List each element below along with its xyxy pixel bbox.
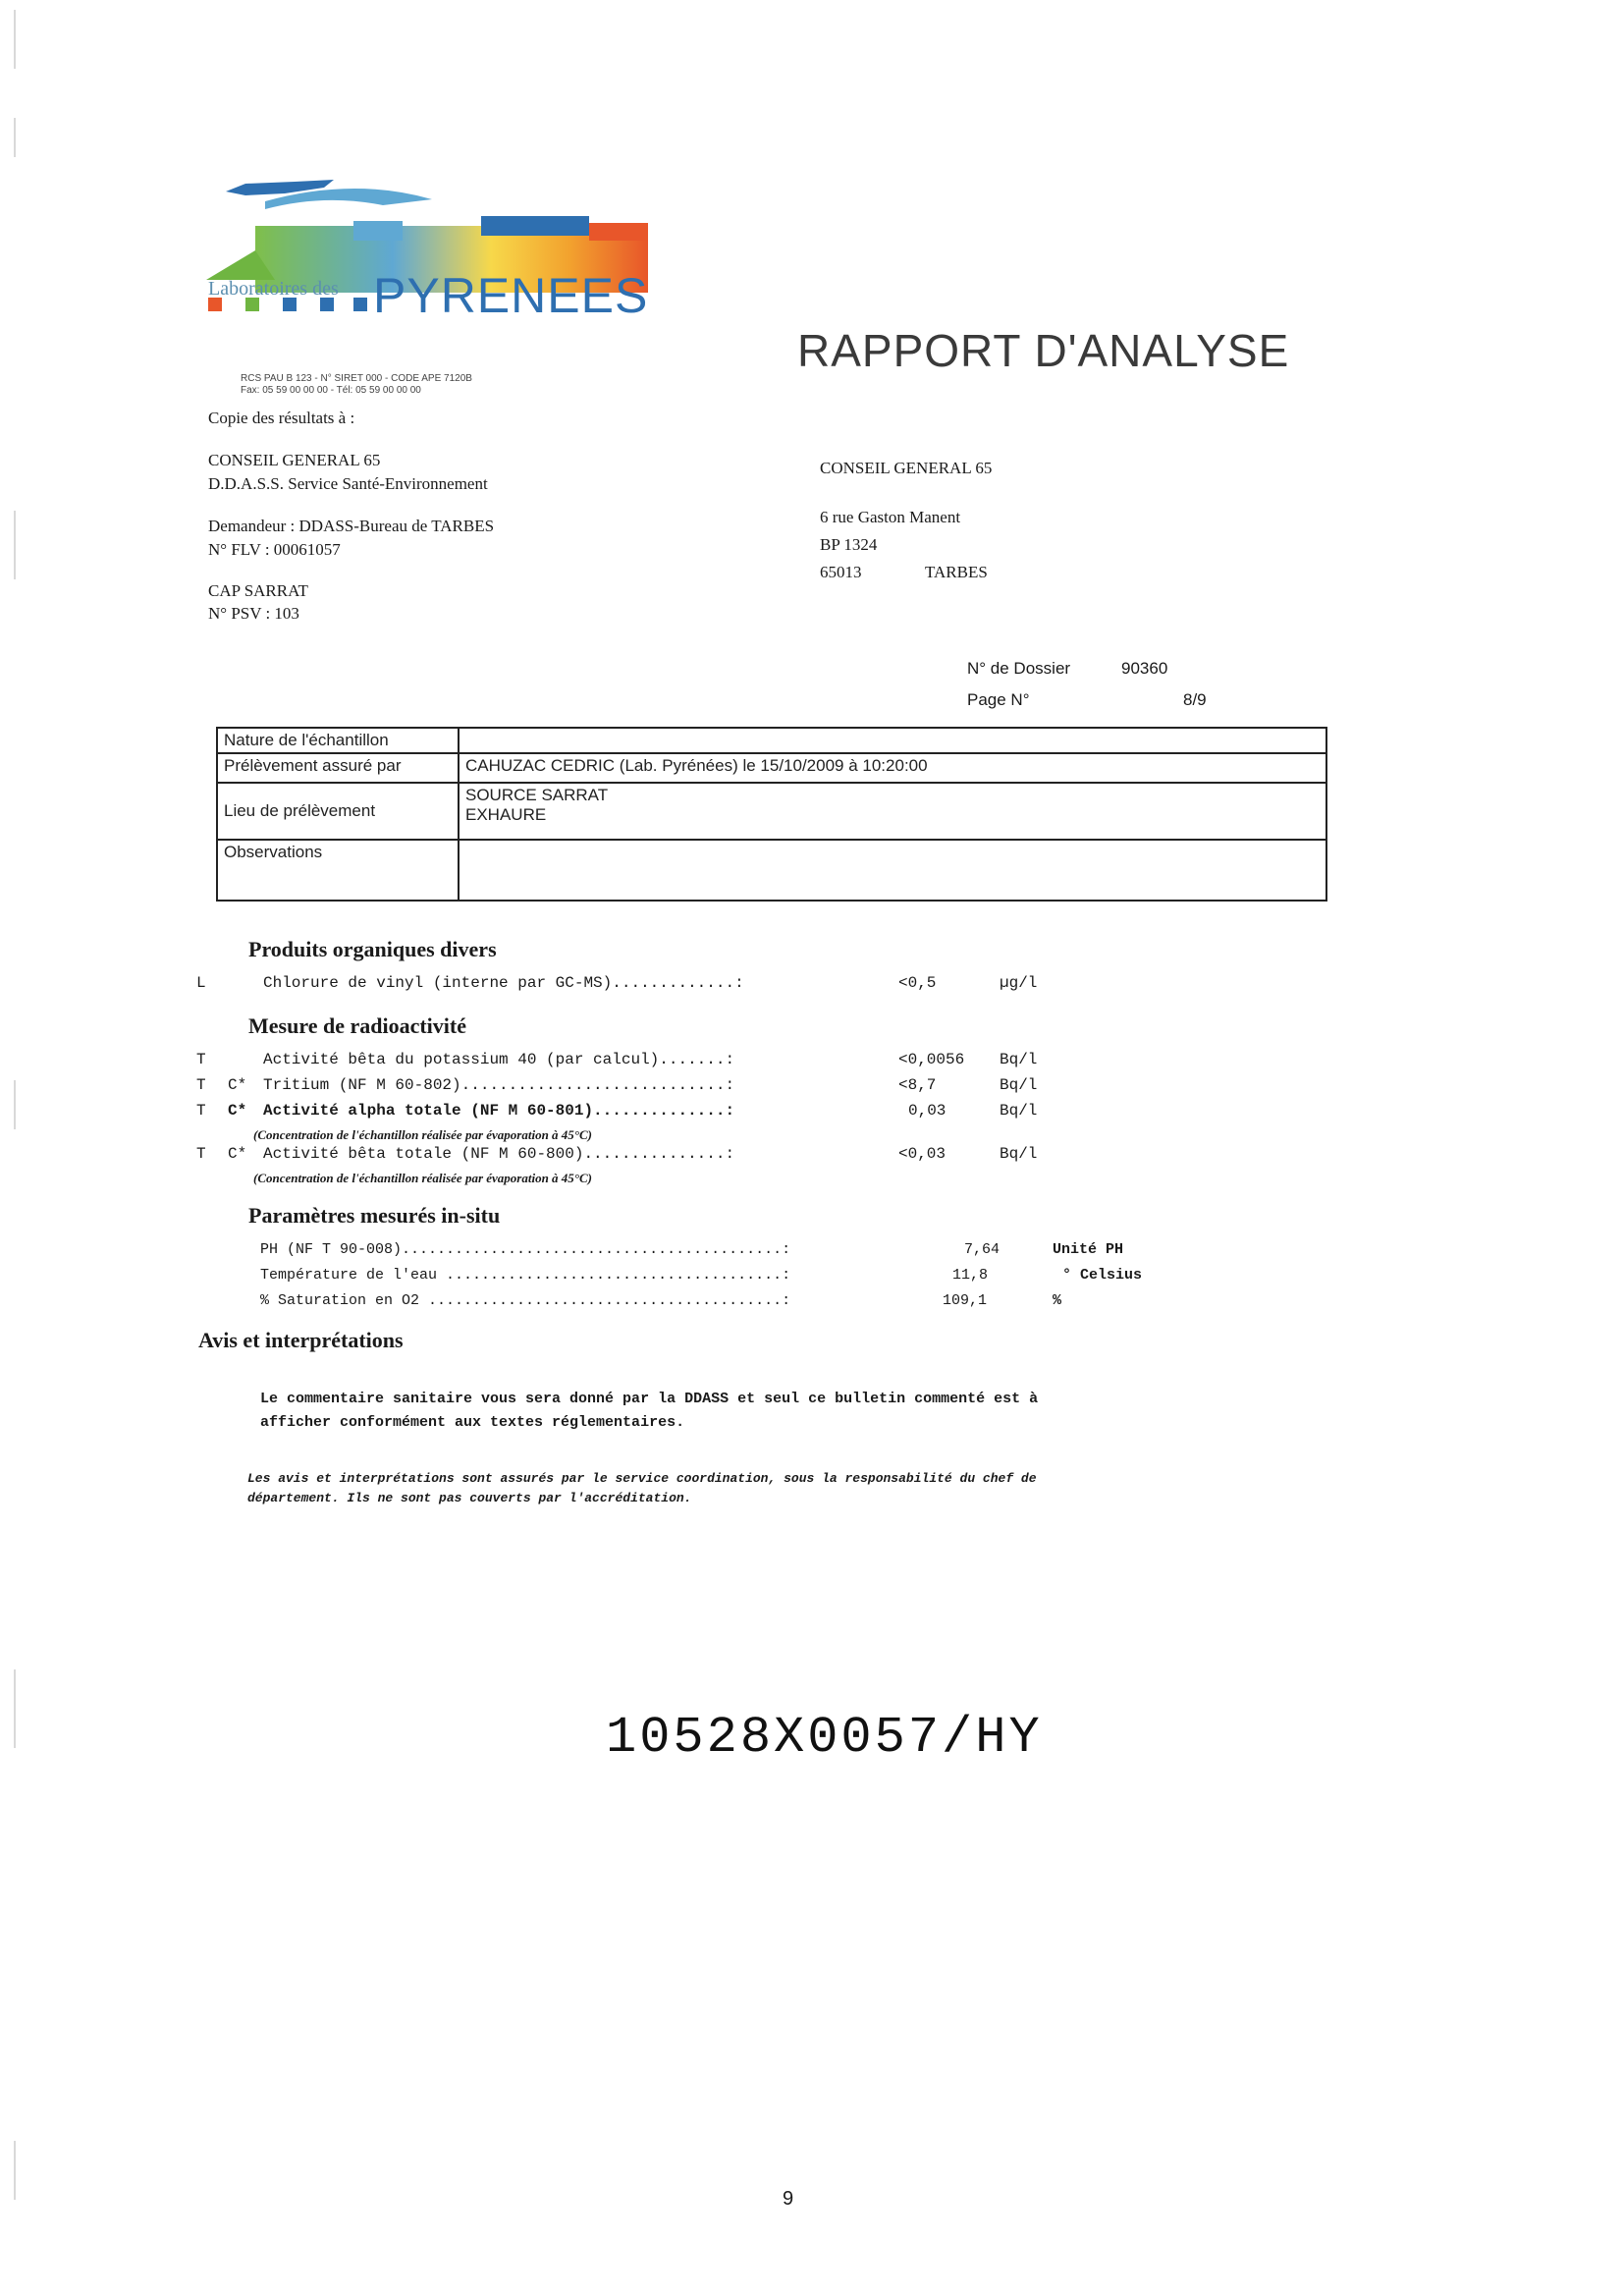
scan-artifact bbox=[14, 118, 16, 157]
logo-subtitle: Laboratoires des bbox=[208, 278, 339, 300]
table-value-cell bbox=[459, 783, 1326, 840]
result-flag: L bbox=[196, 974, 206, 992]
page-value: 8/9 bbox=[1183, 690, 1207, 709]
copy-recipient-1: CONSEIL GENERAL 65 bbox=[208, 451, 381, 469]
table-row bbox=[217, 783, 1326, 840]
address-bp: BP 1324 bbox=[820, 535, 878, 554]
result-name: Activité alpha totale (NF M 60-801)..............: bbox=[263, 1102, 735, 1120]
result-unit: Unité PH bbox=[1053, 1241, 1124, 1258]
result-value: 0,03 bbox=[908, 1102, 947, 1120]
opinion-line: afficher conformément aux textes réglementaires. bbox=[260, 1414, 685, 1431]
page-number: 9 bbox=[783, 2188, 794, 2210]
result-name: % Saturation en O2 ........................................: bbox=[260, 1292, 791, 1309]
table-label: Prélèvement assuré par bbox=[217, 753, 459, 783]
result-name: Activité bêta du potassium 40 (par calcul).......: bbox=[263, 1051, 735, 1068]
copy-recipient-2: D.D.A.S.S. Service Santé-Environnement bbox=[208, 474, 488, 493]
result-value: 7,64 bbox=[964, 1241, 1001, 1258]
address-name: CONSEIL GENERAL 65 bbox=[820, 459, 993, 477]
opinion-line: Les avis et interprétations sont assurés par le service coordination, sous la responsabilité du chef de bbox=[247, 1471, 1037, 1486]
result-unit: µg/l bbox=[1000, 974, 1038, 992]
logo-brand: PYRENEES bbox=[373, 268, 649, 323]
logo-square-icon bbox=[353, 298, 367, 311]
table-value: CAHUZAC CEDRIC (Lab. Pyrénées) le 15/10/2009 à 10:20:00 bbox=[459, 753, 1326, 783]
address-city: TARBES bbox=[925, 563, 988, 581]
table-value: SOURCE SARRAT bbox=[465, 786, 609, 804]
company-fine-print bbox=[241, 373, 653, 397]
result-unit: ° Celsius bbox=[1062, 1267, 1143, 1284]
flv-number: N° FLV : 00061057 bbox=[208, 540, 341, 559]
scan-artifact bbox=[14, 2141, 16, 2200]
result-unit: Bq/l bbox=[1000, 1102, 1038, 1120]
dossier-value: 90360 bbox=[1121, 659, 1168, 678]
table-row bbox=[217, 728, 1326, 753]
result-name: PH (NF T 90-008)...........................................: bbox=[260, 1241, 791, 1258]
result-accreditation: C* bbox=[228, 1102, 247, 1120]
result-value: 11,8 bbox=[952, 1267, 989, 1284]
result-unit: Bq/l bbox=[1000, 1145, 1038, 1163]
result-accreditation: C* bbox=[228, 1145, 247, 1163]
fine-print-line: RCS PAU B 123 - N° SIRET 000 - CODE APE 7120B bbox=[241, 373, 472, 384]
page-label: Page N° bbox=[967, 690, 1030, 709]
result-value: <0,03 bbox=[898, 1145, 947, 1163]
sample-info-table bbox=[216, 727, 1327, 902]
scan-artifact bbox=[14, 511, 16, 579]
result-note: (Concentration de l'échantillon réalisée par évaporation à 45°C) bbox=[253, 1127, 593, 1142]
result-value: <8,7 bbox=[898, 1076, 937, 1094]
result-name: Tritium (NF M 60-802)............................: bbox=[263, 1076, 735, 1094]
result-note: (Concentration de l'échantillon réalisée par évaporation à 45°C) bbox=[253, 1171, 593, 1185]
scan-artifact bbox=[14, 1669, 16, 1748]
scan-artifact bbox=[14, 10, 16, 69]
opinion-line: Le commentaire sanitaire vous sera donné par la DDASS et seul ce bulletin commenté est à bbox=[260, 1391, 1039, 1407]
result-flag: T bbox=[196, 1051, 206, 1068]
result-unit: Bq/l bbox=[1000, 1076, 1038, 1094]
address-postcode: 65013 bbox=[820, 563, 862, 581]
fine-print-line: Fax: 05 59 00 00 00 - Tél: 05 59 00 00 00 bbox=[241, 385, 421, 396]
document-title: RAPPORT D'ANALYSE bbox=[797, 325, 1290, 376]
table-value bbox=[459, 728, 1326, 753]
psv-number: N° PSV : 103 bbox=[208, 604, 299, 623]
section-title-organics: Produits organiques divers bbox=[248, 937, 497, 961]
copies-label: Copie des résultats à : bbox=[208, 409, 355, 427]
site-name: CAP SARRAT bbox=[208, 581, 308, 600]
result-flag: T bbox=[196, 1102, 206, 1120]
section-title-radioactivity: Mesure de radioactivité bbox=[248, 1013, 466, 1038]
dossier-label: N° de Dossier bbox=[967, 659, 1071, 678]
table-label: Nature de l'échantillon bbox=[217, 728, 459, 753]
table-row bbox=[217, 840, 1326, 901]
table-row bbox=[217, 753, 1326, 783]
scan-artifact bbox=[14, 1080, 16, 1129]
table-label: Lieu de prélèvement bbox=[217, 783, 459, 840]
table-label: Observations bbox=[217, 840, 459, 901]
section-title-insitu: Paramètres mesurés in-situ bbox=[248, 1203, 501, 1228]
result-name: Chlorure de vinyl (interne par GC-MS).............: bbox=[263, 974, 744, 992]
document-code: 10528X0057/HY bbox=[606, 1709, 1043, 1767]
result-value: <0,0056 bbox=[898, 1051, 965, 1068]
table-value bbox=[459, 840, 1326, 901]
requester: Demandeur : DDASS-Bureau de TARBES bbox=[208, 517, 495, 535]
address-street: 6 rue Gaston Manent bbox=[820, 508, 961, 526]
result-accreditation: C* bbox=[228, 1076, 247, 1094]
opinion-line: département. Ils ne sont pas couverts par l'accréditation. bbox=[247, 1491, 692, 1505]
result-name: Température de l'eau ......................................: bbox=[260, 1267, 791, 1284]
result-name: Activité bêta totale (NF M 60-800)...............: bbox=[263, 1145, 735, 1163]
result-flag: T bbox=[196, 1145, 206, 1163]
result-value: <0,5 bbox=[898, 974, 937, 992]
result-value: 109,1 bbox=[943, 1292, 988, 1309]
result-unit: Bq/l bbox=[1000, 1051, 1038, 1068]
result-unit: % bbox=[1053, 1292, 1062, 1309]
result-flag: T bbox=[196, 1076, 206, 1094]
section-title-opinions: Avis et interprétations bbox=[198, 1328, 404, 1352]
table-value: EXHAURE bbox=[465, 805, 547, 824]
